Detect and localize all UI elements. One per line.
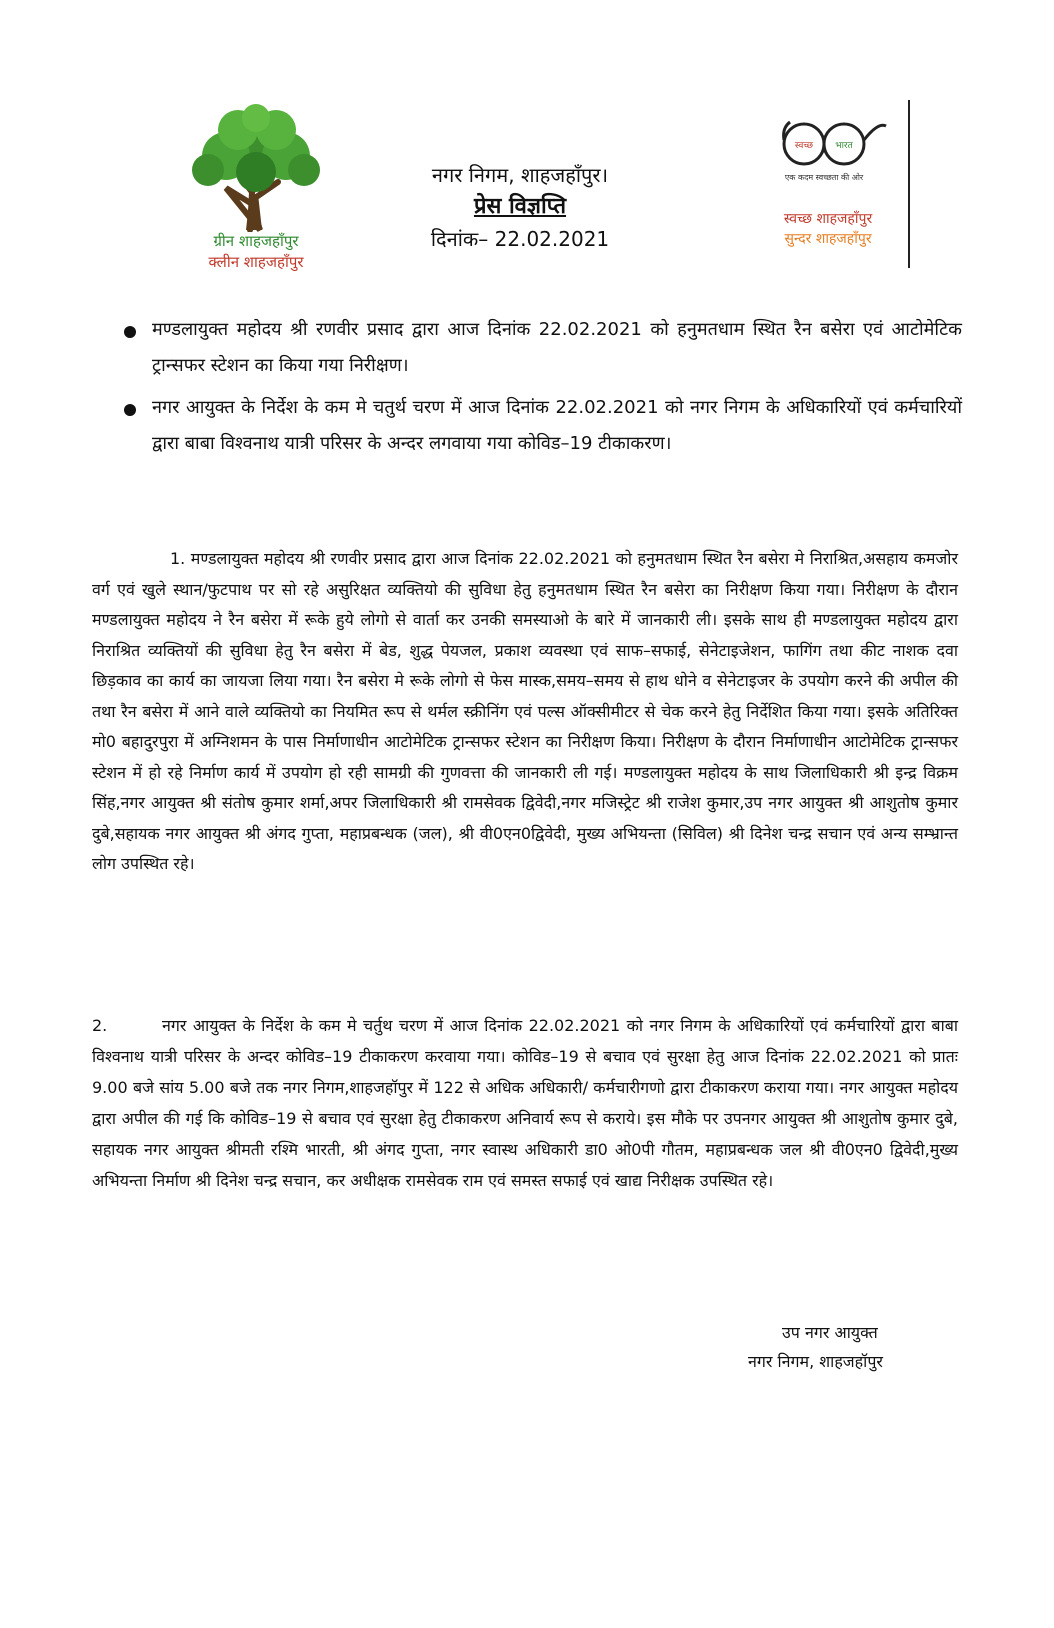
body-paragraph-2 (92, 1010, 958, 1196)
bullet-icon (124, 404, 136, 416)
signatory-office: नगर निगम, शाहजहॉपुर (748, 1352, 883, 1371)
green-shahjahanpur-logo (186, 104, 326, 284)
swachh-bharat-glasses-icon (778, 114, 888, 170)
tree-icon (186, 104, 326, 232)
paragraph-text: नगर आयुक्त के निर्देश के कम मे चर्तुथ चरण में आज दिनांक 22.02.2021 को नगर निगम के अधिकारियों एवं कर्मचारियों द्वारा बाबा विश्वनाथ यात्री परिसर के अन्दर कोविड–19 टीकाकरण करवाया गया। कोविड–19 से बचाव एवं सुरक्षा हेतु आज दिनांक 22.02.2021 को प्रातः 9.00 बजे सांय 5.00 बजे तक नगर निगम,शाहजहॉपुर में 122 से अधिक अधिकारी/ कर्मचारीगणो द्वारा टीकाकरण कराया गया। नगर आयुक्त महोदय द्वारा अपील की गई कि कोविड–19 से बचाव एवं सुरक्षा हेतु टीकाकरण अनिवार्य रूप से कराये। इस मौके पर उपनगर आयुक्त श्री आशुतोष कुमार दुबे, सहायक नगर आयुक्त श्रीमती रश्मि भारती, श्री अंगद गुप्ता, नगर स्वास्थ अधिकारी डा0 ओ0पी गौतम, महाप्रबन्धक जल श्री वी0एन0 द्विवेदी,मुख्य अभियन्ता निर्माण श्री दिनेश चन्द्र सचान, कर अधीक्षक रामसेवक राम एवं समस्त सफाई एवं खाद्य निरीक्षक उपस्थित रहे। (92, 1016, 958, 1190)
glass-right-text: भारत (835, 141, 853, 151)
paragraph-number: 2. (92, 1016, 108, 1035)
highlight-text: मण्डलायुक्त महोदय श्री रणवीर प्रसाद द्वारा आज दिनांक 22.02.2021 को हनुमतधाम स्थित रैन बसेरा एवं आटोमेटिक ट्रान्सफर स्टेशन का किया गया निरीक्षण। (152, 319, 962, 376)
signatory-designation: उप नगर आयुक्त (782, 1323, 878, 1342)
highlight-item (122, 312, 962, 384)
signature-block (748, 1318, 968, 1376)
document-title: प्रेस विज्ञप्ति (473, 194, 567, 219)
document-date: दिनांक– 22.02.2021 (430, 227, 610, 251)
bullet-icon (124, 326, 136, 338)
logo-caption-green: ग्रीन शाहजहाँपुर (213, 232, 299, 250)
swachh-bharat-logo (778, 114, 898, 264)
paragraph-number: 1. (170, 549, 186, 568)
glass-left-text: स्वच्छ (794, 141, 814, 151)
logo-caption-clean: क्लीन शाहजहाँपुर (208, 253, 304, 271)
header-divider (908, 100, 910, 268)
highlight-text: नगर आयुक्त के निर्देश के कम मे चतुर्थ चरण में आज दिनांक 22.02.2021 को नगर निगम के अधिकारियों एवं कर्मचारियों द्वारा बाबा विश्वनाथ यात्री परिसर के अन्दर लगवाया गया कोविड–19 टीकाकरण। (152, 397, 962, 454)
paragraph-text: मण्डलायुक्त महोदय श्री रणवीर प्रसाद द्वारा आज दिनांक 22.02.2021 को हनुमतधाम स्थित रैन बसेरा मे निराश्रित,असहाय कमजोर वर्ग एवं खुले स्थान/फुटपाथ पर सो रहे असुरिक्षत व्यक्तियो की सुविधा हेतु हनुमतधाम स्थित रैन बसेरा का निरीक्षण किया गया। निरीक्षण के दौरान मण्डलायुक्त महोदय ने रैन बसेरा में रूके हुये लोगो से वार्ता कर उनकी समस्याओ के बारे में जानकारी ली। इसके साथ ही मण्डलायुक्त महोदय द्वारा निराश्रित व्यक्तियों की सुविधा हेतु रैन बसेरा में बेड, शुद्ध पेयजल, प्रकाश व्यवस्था एवं साफ–सफाई, सेनेटाइजेशन, फागिंग तथा कीट नाशक दवा छिड़काव का कार्य का जायजा लिया गया। रैन बसेरा मे रूके लोगो से फेस मास्क,समय–समय से हाथ धोने व सेनेटाइजर के उपयोग करने की अपील की तथा रैन बसेरा में आने वाले व्यक्तियो का नियमित रूप से थर्मल स्क्रीनिंग एवं पल्स ऑक्सीमीटर से चेक करने हेतु निर्देशित किया गया। इसके अतिरिक्त मो0 बहादुरपुरा में अग्निशमन के पास निर्माणाधीन आटोमेटिक ट्रान्सफर स्टेशन का निरीक्षण किया। निरीक्षण के दौरान निर्माणाधीन आटोमेटिक ट्रान्सफर स्टेशन में हो रहे निर्माण कार्य में उपयोग हो रही सामग्री की गुणवत्ता की जानकारी ली गई। मण्डलायुक्त महोदय के साथ जिलाधिकारी श्री इन्द्र विक्रम सिंह,नगर आयुक्त श्री संतोष कुमार शर्मा,अपर जिलाधिकारी श्री रामसेवक द्विवेदी,नगर मजिस्ट्रेट श्री राजेश कुमार,उप नगर आयुक्त श्री आशुतोष कुमार दुबे,सहायक नगर आयुक्त श्री अंगद गुप्ता, महाप्रबन्धक (जल), श्री वी0एन0द्विवेदी, मुख्य अभियन्ता (सिविल) श्री दिनेश चन्द्र सचान एवं अन्य सम्भ्रान्त लोग उपस्थित रहे। (92, 549, 958, 873)
body-paragraph-1 (92, 544, 958, 880)
logo-caption-swachh: स्वच्छ शाहजहाँपुर (783, 211, 873, 227)
logo-caption-sundar: सुन्दर शाहजहाँपुर (784, 231, 872, 247)
highlight-item (122, 390, 962, 462)
document-header (350, 160, 690, 254)
highlights-list (122, 312, 962, 468)
organization-name: नगर निगम, शाहजहाँपुर। (431, 163, 609, 187)
swachh-tagline: एक कदम स्वच्छता की ओर (784, 173, 864, 182)
